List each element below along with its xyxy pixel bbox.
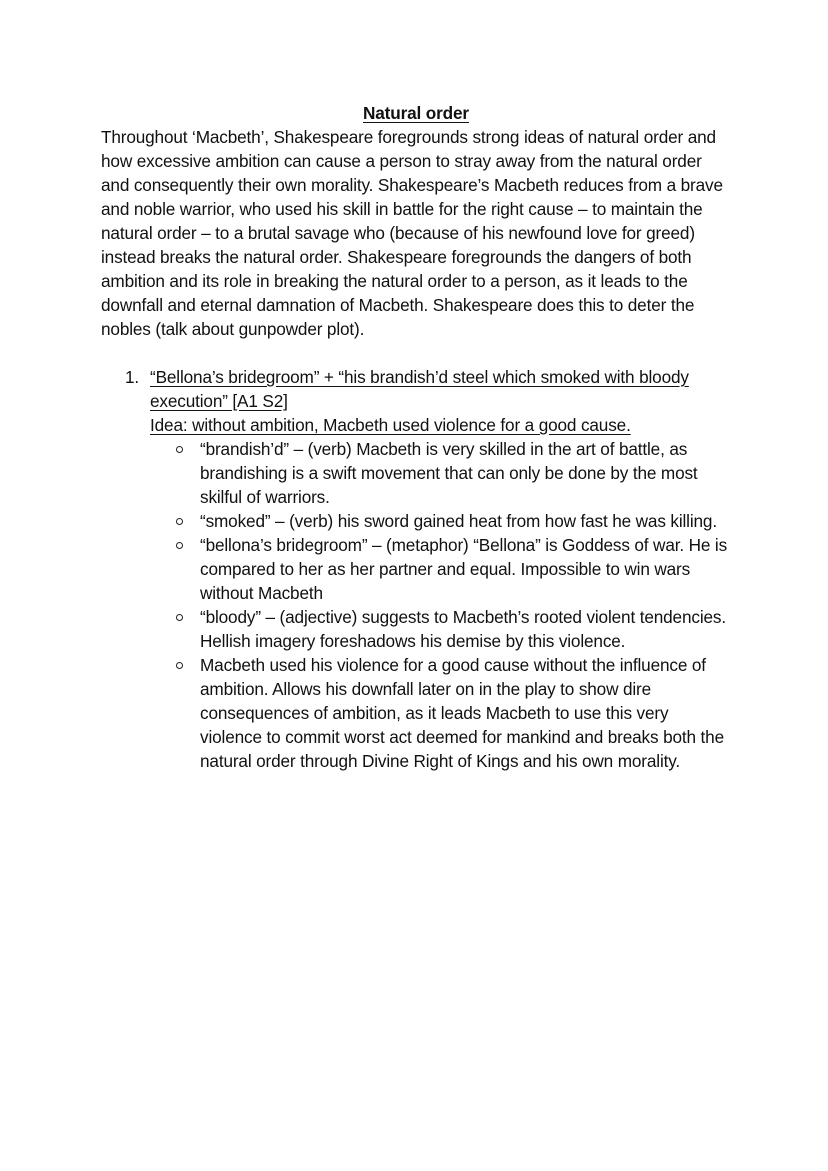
hollow-circle-bullet-icon: [176, 518, 183, 525]
analysis-point: [150, 653, 731, 773]
analysis-point-text: “brandish’d” – (verb) Macbeth is very skilled in the art of battle, as brandishing is a swift movement that can only be done by the most skilful of warriors.: [200, 439, 698, 507]
item-quote: “Bellona’s bridegroom” + “his brandish’d steel which smoked with bloody execution” [A1 S2]: [150, 367, 689, 411]
document-page: [101, 101, 731, 773]
item-number: 1.: [125, 367, 140, 387]
document-title: Natural order: [363, 103, 469, 123]
analysis-point-text: “bellona’s bridegroom” – (metaphor) “Bellona” is Goddess of war. He is compared to her as her partner and equal. Impossible to win wars without Macbeth: [200, 535, 728, 603]
intro-paragraph: Throughout ‘Macbeth’, Shakespeare foregrounds strong ideas of natural order and how excessive ambition can cause a person to stray away from the natural order and consequently their own morality. Shakespeare’s Macbeth reduces from a brave and noble warrior, who used his skill in battle for the right cause – to maintain the natural order – to a brutal savage who (because of his newfound love for greed) instead breaks the natural order. Shakespeare foregrounds the dangers of both ambition and its role in breaking the natural order to a person, as it leads to the downfall and eternal damnation of Macbeth. Shakespeare does this to deter the nobles (talk about gunpowder plot).: [101, 127, 723, 339]
analysis-point-text: “smoked” – (verb) his sword gained heat from how fast he was killing.: [200, 511, 717, 531]
analysis-points: [150, 437, 731, 773]
blank-line: [101, 341, 731, 365]
analysis-point: [150, 509, 731, 533]
analysis-point: [150, 437, 731, 509]
item-idea: Idea: without ambition, Macbeth used violence for a good cause.: [150, 415, 631, 435]
hollow-circle-bullet-icon: [176, 446, 183, 453]
hollow-circle-bullet-icon: [176, 662, 183, 669]
hollow-circle-bullet-icon: [176, 542, 183, 549]
analysis-point-text: Macbeth used his violence for a good cause without the influence of ambition. Allows his downfall later on in the play to show dire consequences of ambition, as it leads Macbeth to use this very violence to commit worst act deemed for mankind and breaks both the natural order through Divine Right of Kings and his own morality.: [200, 655, 724, 771]
hollow-circle-bullet-icon: [176, 614, 183, 621]
analysis-point-text: “bloody” – (adjective) suggests to Macbeth’s rooted violent tendencies. Hellish imagery foreshadows his demise by this violence.: [200, 607, 726, 651]
analysis-point: [150, 605, 731, 653]
analysis-point: [150, 533, 731, 605]
numbered-item-1: [101, 365, 731, 773]
